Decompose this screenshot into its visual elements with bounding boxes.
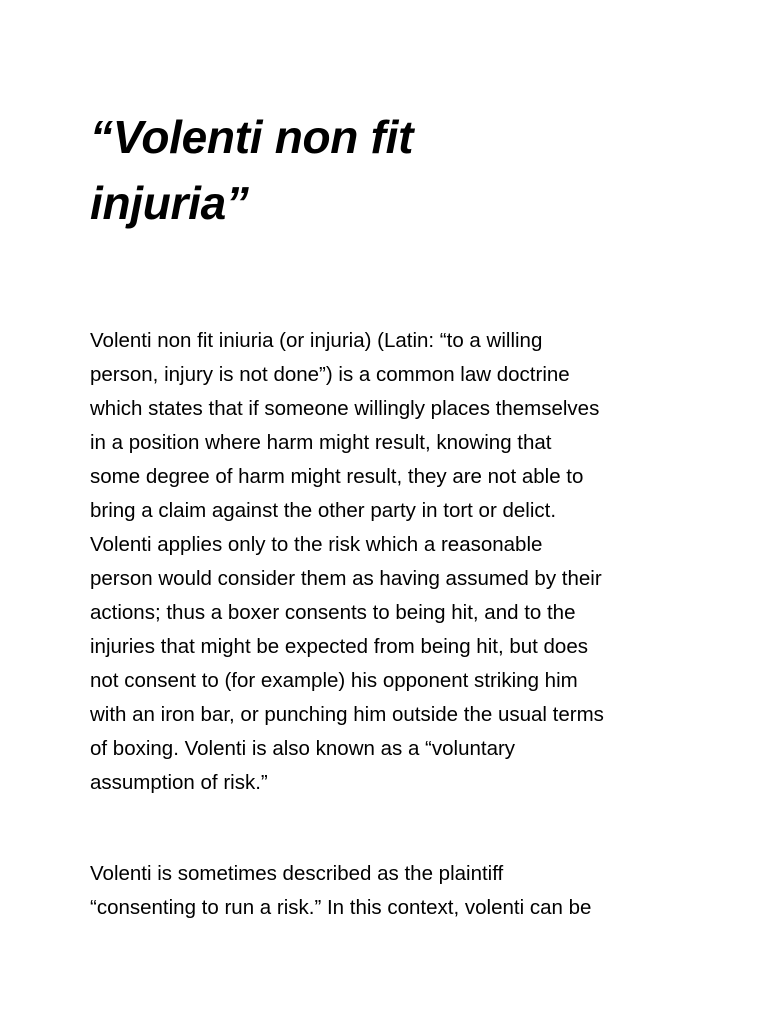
body-paragraph-consent: Volenti is sometimes described as the plaintiff “consenting to run a risk.” In this context, volenti can be <box>90 862 592 919</box>
body-paragraph-definition: Volenti non fit iniuria (or injuria) (Latin: “to a willing person, injury is not done”) is a common law doctrine which states that if someone willingly places themselves in a position where harm might result, knowing that some degree of harm might result, they are not able to bring a claim against the other party in tort or delict. Volenti applies only to the risk which a reasonable person would consider them as having assumed by their actions; thus a boxer consents to being hit, and to the injuries that might be expected from being hit, but does not consent to (for example) his opponent striking him with an iron bar, or punching him outside the usual terms of boxing. Volenti is also known as a “voluntary assumption of risk.” <box>90 329 604 794</box>
document-title: “Volenti non fit injuria” <box>90 111 414 229</box>
